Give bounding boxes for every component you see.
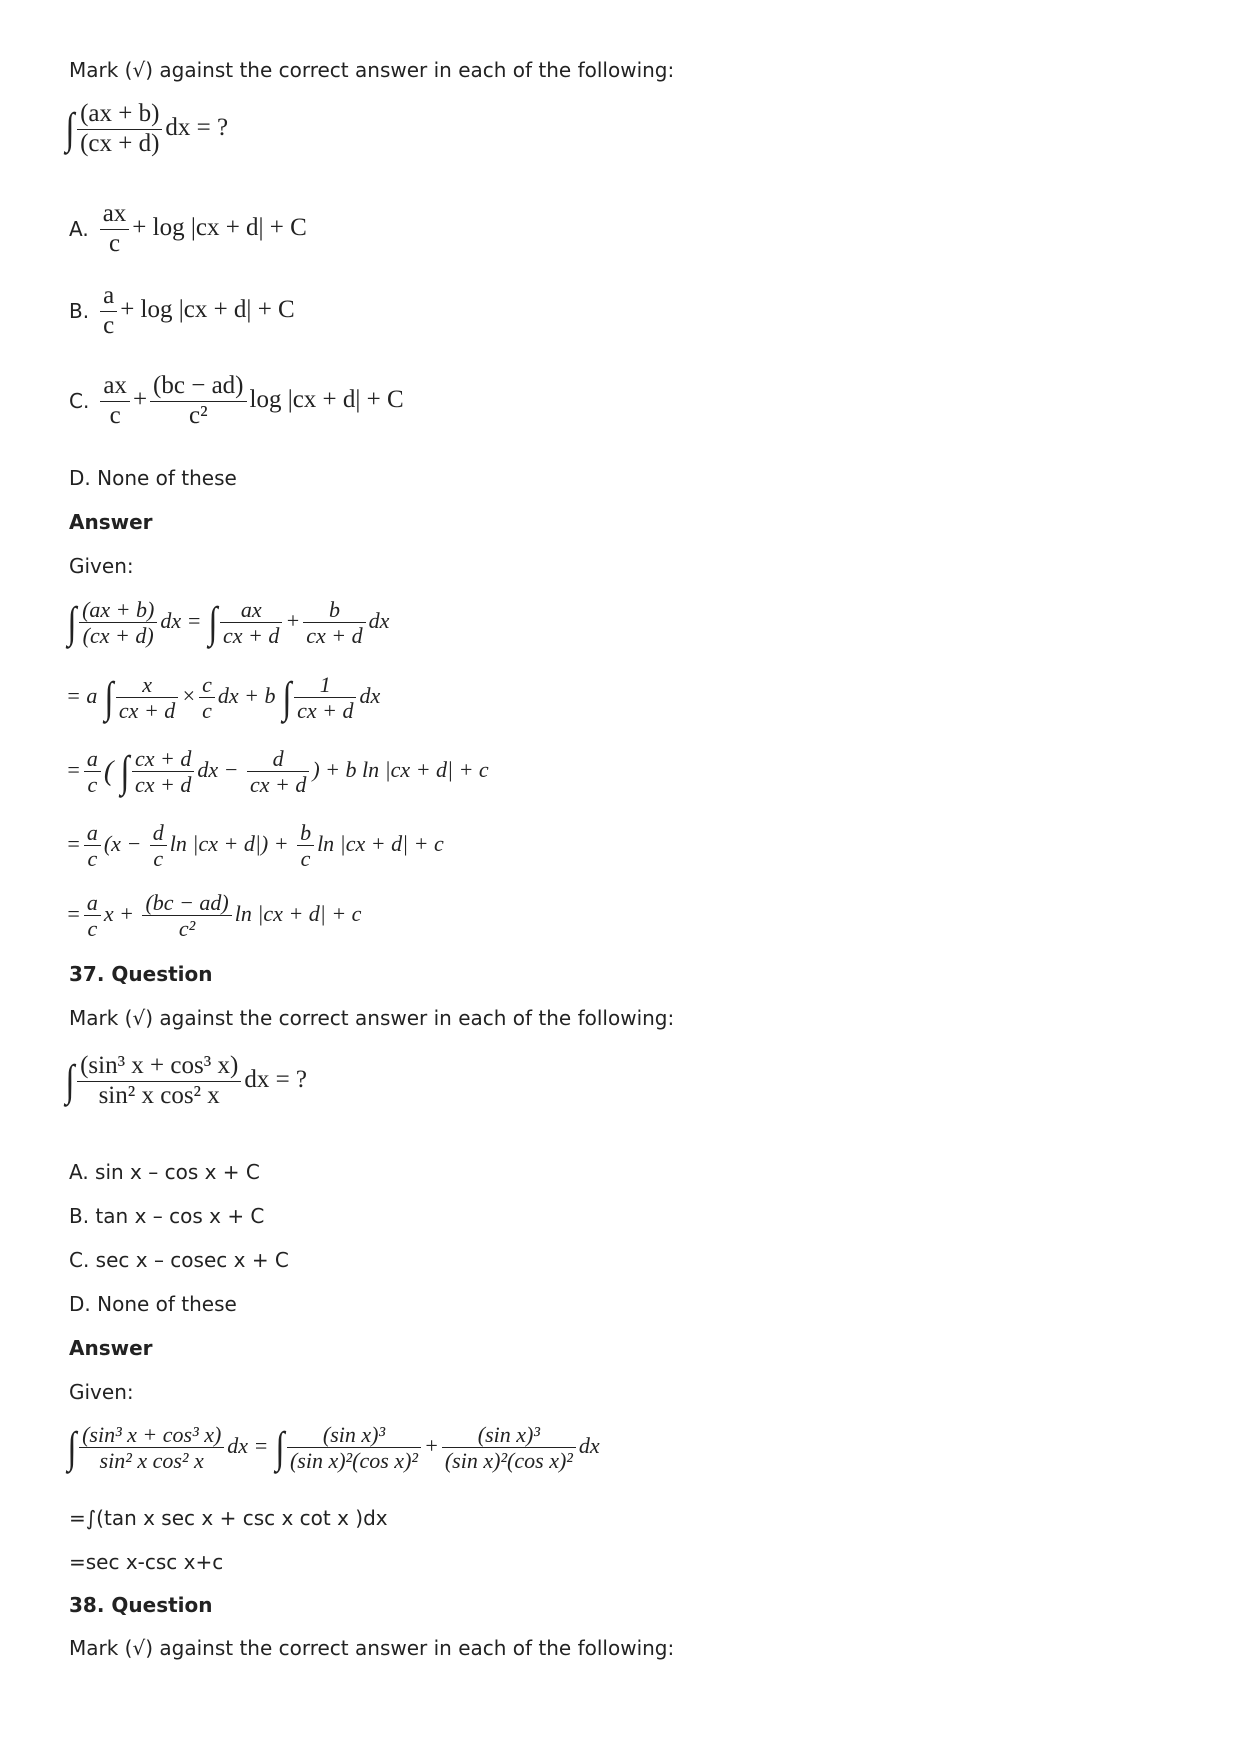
q36-option-c[interactable]: C. $\frac{ax}{c}$ + $\frac{(bc - ad)}{\text{c²}}$ log |cx + d| + C (69, 372, 404, 429)
q36-step-4: = $\frac{a}{c}$ (x − $\frac{d}{c}$ ln |cx + d|) + $\frac{b}{c}$ ln |cx + d| + c (66, 820, 444, 872)
q38-heading: 38. Question (69, 1593, 213, 1617)
q36-step-3: = $\frac{a}{c}$ ( ∫ $\frac{cx + d}{cx + d}$ dx − $\frac{d}{cx + d}$ ) + b ln |cx + d| + c (66, 746, 489, 798)
q37-option-d[interactable]: D. None of these (69, 1292, 237, 1316)
q36-prompt: Mark (√) against the correct answer in each of the following: (69, 58, 675, 82)
q36-integral: ∫ $\frac{(ax + b)}{(cx + d)}$ dx = ? (65, 100, 229, 157)
q37-heading: 37. Question (69, 962, 213, 986)
q36-option-d[interactable]: D. None of these (69, 466, 237, 490)
q36-step-5: = $\frac{a}{c}$ x + $\frac{(bc - ad)}{\text{c²}}$ ln |cx + d| + c (66, 890, 362, 942)
q37-step-2: =∫(tan x sec x + csc x cot x )dx (69, 1506, 388, 1530)
q36-given: Given: (69, 554, 134, 578)
q38-prompt: Mark (√) against the correct answer in each of the following: (69, 1636, 675, 1660)
q36-option-b[interactable]: B. $\frac{a}{c}$ + log |cx + d| + C (69, 282, 295, 339)
q36-option-a[interactable]: A. $\frac{ax}{c}$ + log |cx + d| + C (69, 200, 307, 257)
q37-option-b[interactable]: B. tan x – cos x + C (69, 1204, 265, 1228)
q36-step-2: = a ∫ $\frac{x}{cx + d}$ × $\frac{c}{c}$ dx + b ∫ $\frac{1}{cx + d}$ dx (66, 672, 381, 724)
q37-option-c[interactable]: C. sec x – cosec x + C (69, 1248, 289, 1272)
q36-step-1: ∫ $\frac{(ax + b)}{(cx + d)}$ dx = ∫ $\frac{ax}{cx + d}$ + $\frac{b}{cx + d}$ dx (67, 597, 390, 649)
q37-integral: ∫ $\frac{\text{(sin³ x + cos³ x)}}{\text{sin² x cos² x}}$ dx = ? (65, 1052, 308, 1109)
q37-answer-heading: Answer (69, 1336, 153, 1360)
q36-answer-heading: Answer (69, 510, 153, 534)
q37-given: Given: (69, 1380, 134, 1404)
q37-prompt: Mark (√) against the correct answer in each of the following: (69, 1006, 675, 1030)
q37-option-a[interactable]: A. sin x – cos x + C (69, 1160, 260, 1184)
q37-step-1: ∫ $\frac{\text{(sin³ x + cos³ x)}}{\text{sin² x cos² x}}$ dx = ∫ $\frac{\text{(sin x)³}}{\text{(sin x)²(cos x)²}}$ + $\frac{\text{(sin x)³}}{\text{(sin x)²(cos x)²}}$ dx (67, 1422, 600, 1474)
q37-step-3: =sec x-csc x+c (69, 1550, 224, 1574)
